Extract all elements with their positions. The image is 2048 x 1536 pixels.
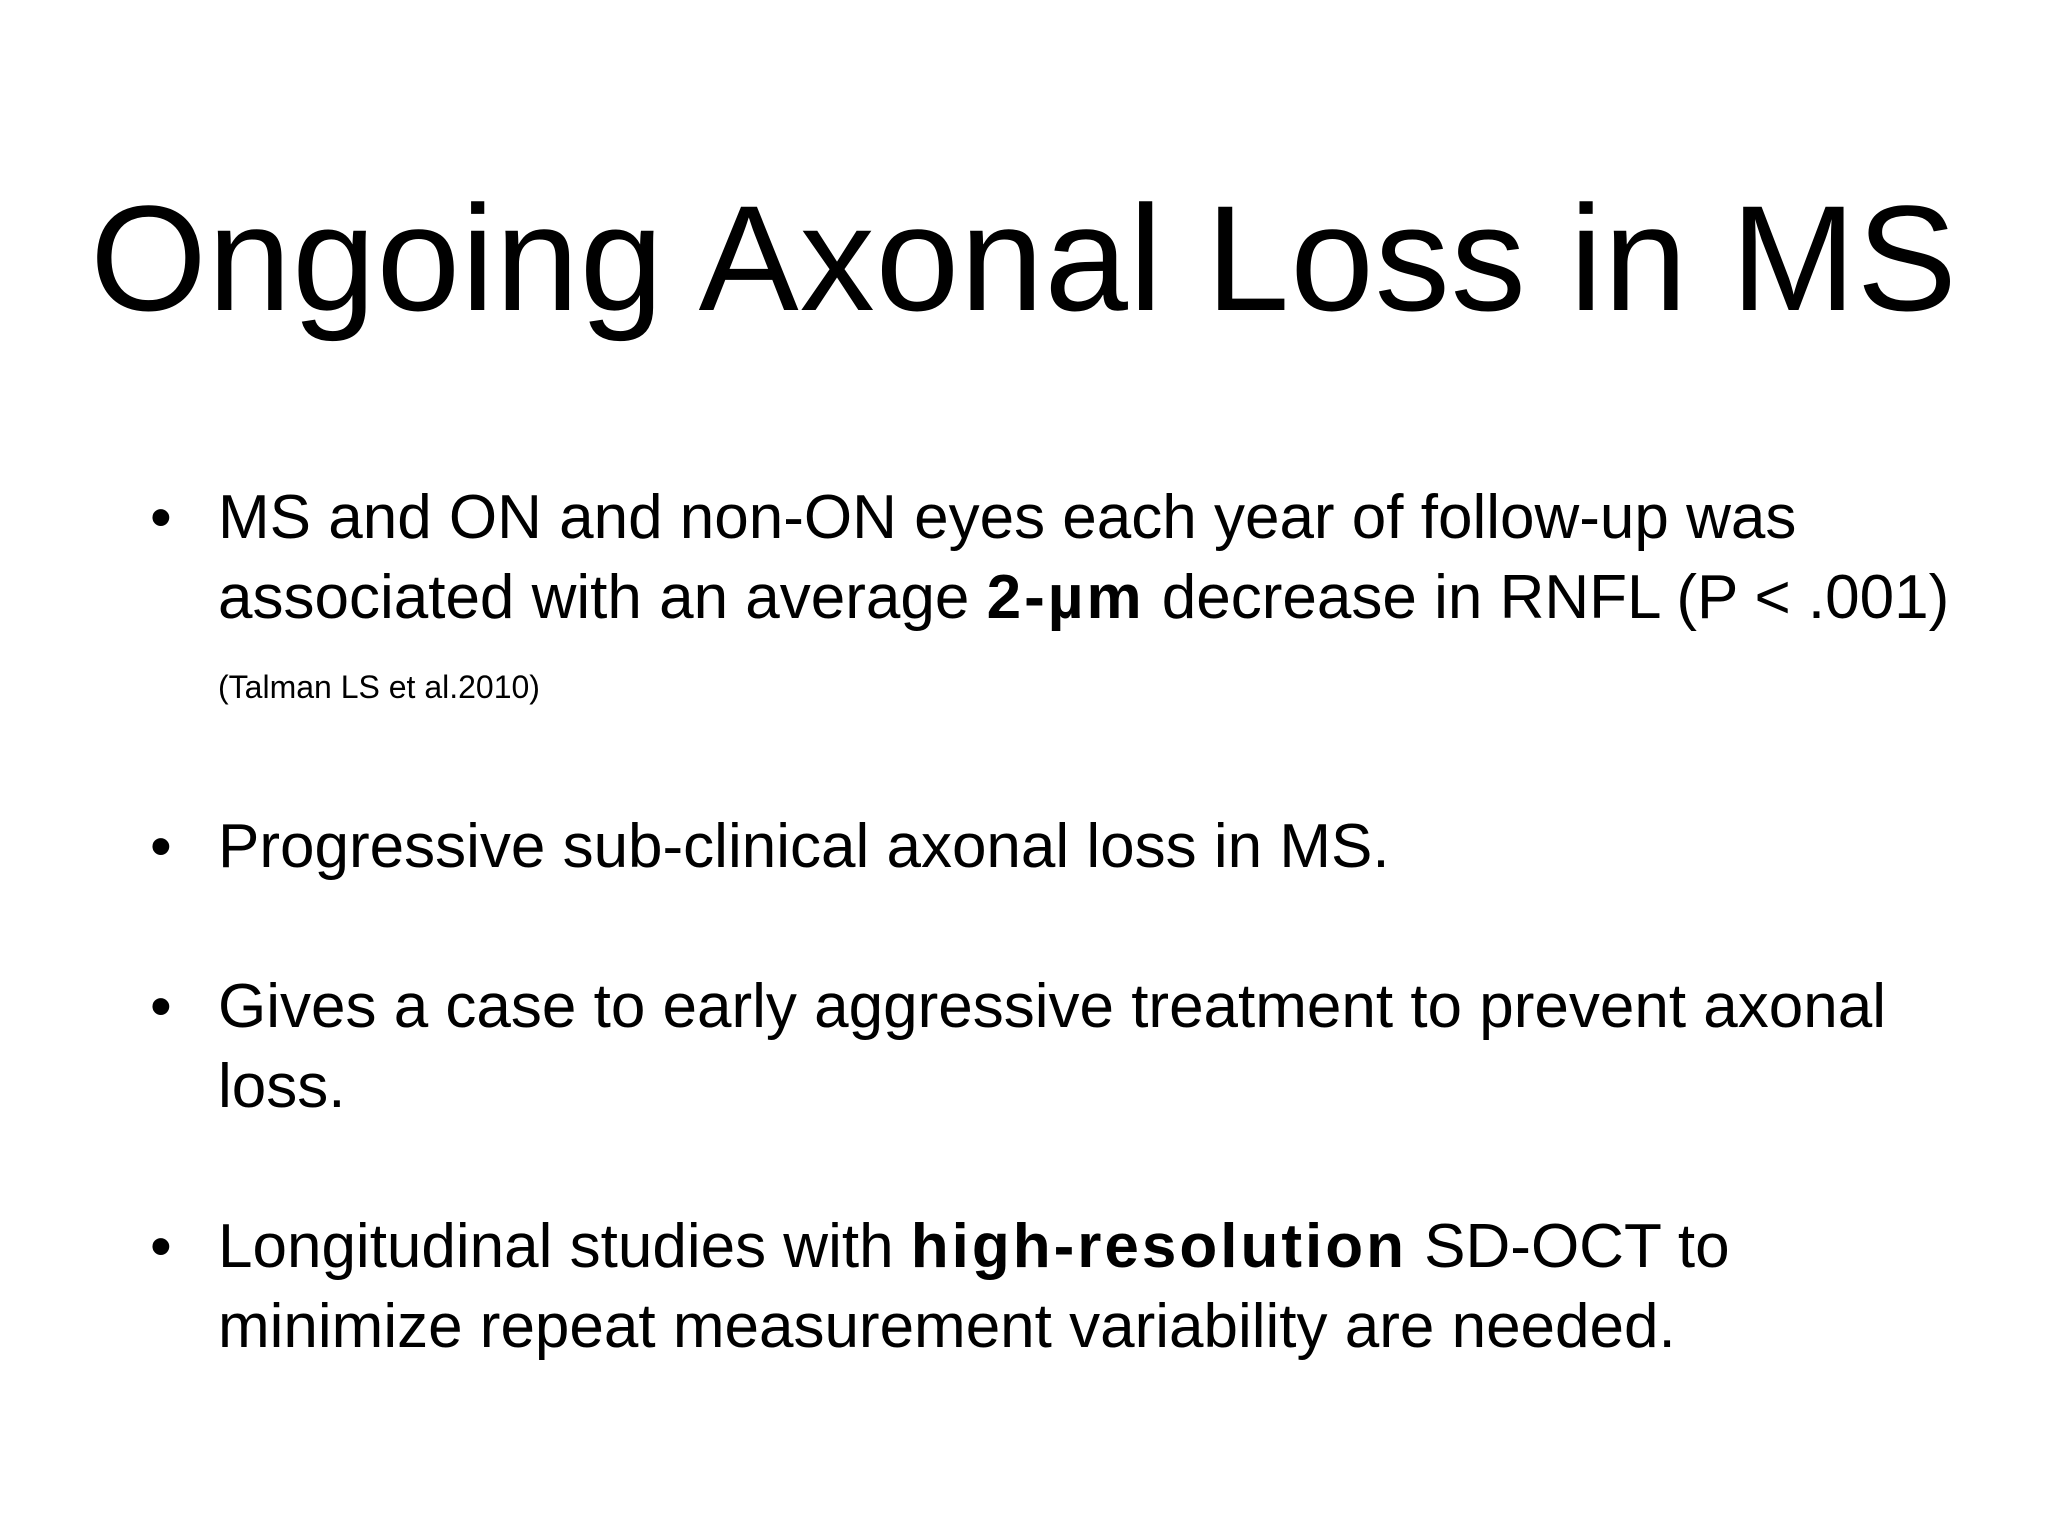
bullet-text-before: Longitudinal studies with [218, 1212, 911, 1281]
bullet-marker: • [150, 483, 172, 552]
bullet-item-4 [140, 1207, 1960, 1367]
bullet-text-before: MS and ON and non-ON eyes each year of follow-up was associated with an average [218, 483, 1797, 632]
bullet-text-after: decrease in RNFL (P < .001) [1144, 563, 1950, 632]
bullet-bold-text: 2-µm [986, 563, 1145, 632]
slide-title: Ongoing Axonal Loss in MS [90, 174, 1958, 342]
bullet-text: Gives a case to early aggressive treatment to prevent axonal loss. [218, 972, 1886, 1121]
bullet-text-after: SD-OCT to minimize repeat measurement variability are needed. [218, 1212, 1730, 1361]
bullet-list [140, 478, 1960, 1447]
bullet-bold-text: high-resolution [910, 1212, 1407, 1281]
bullet-item-3 [140, 967, 1960, 1127]
citation: (Talman LS et al.2010) [218, 669, 540, 705]
bullet-text: Progressive sub-clinical axonal loss in MS. [218, 812, 1390, 881]
bullet-marker: • [150, 1212, 172, 1281]
bullet-item-2 [140, 807, 1960, 887]
bullet-marker: • [150, 812, 172, 881]
bullet-item-1 [140, 478, 1960, 727]
bullet-marker: • [150, 972, 172, 1041]
